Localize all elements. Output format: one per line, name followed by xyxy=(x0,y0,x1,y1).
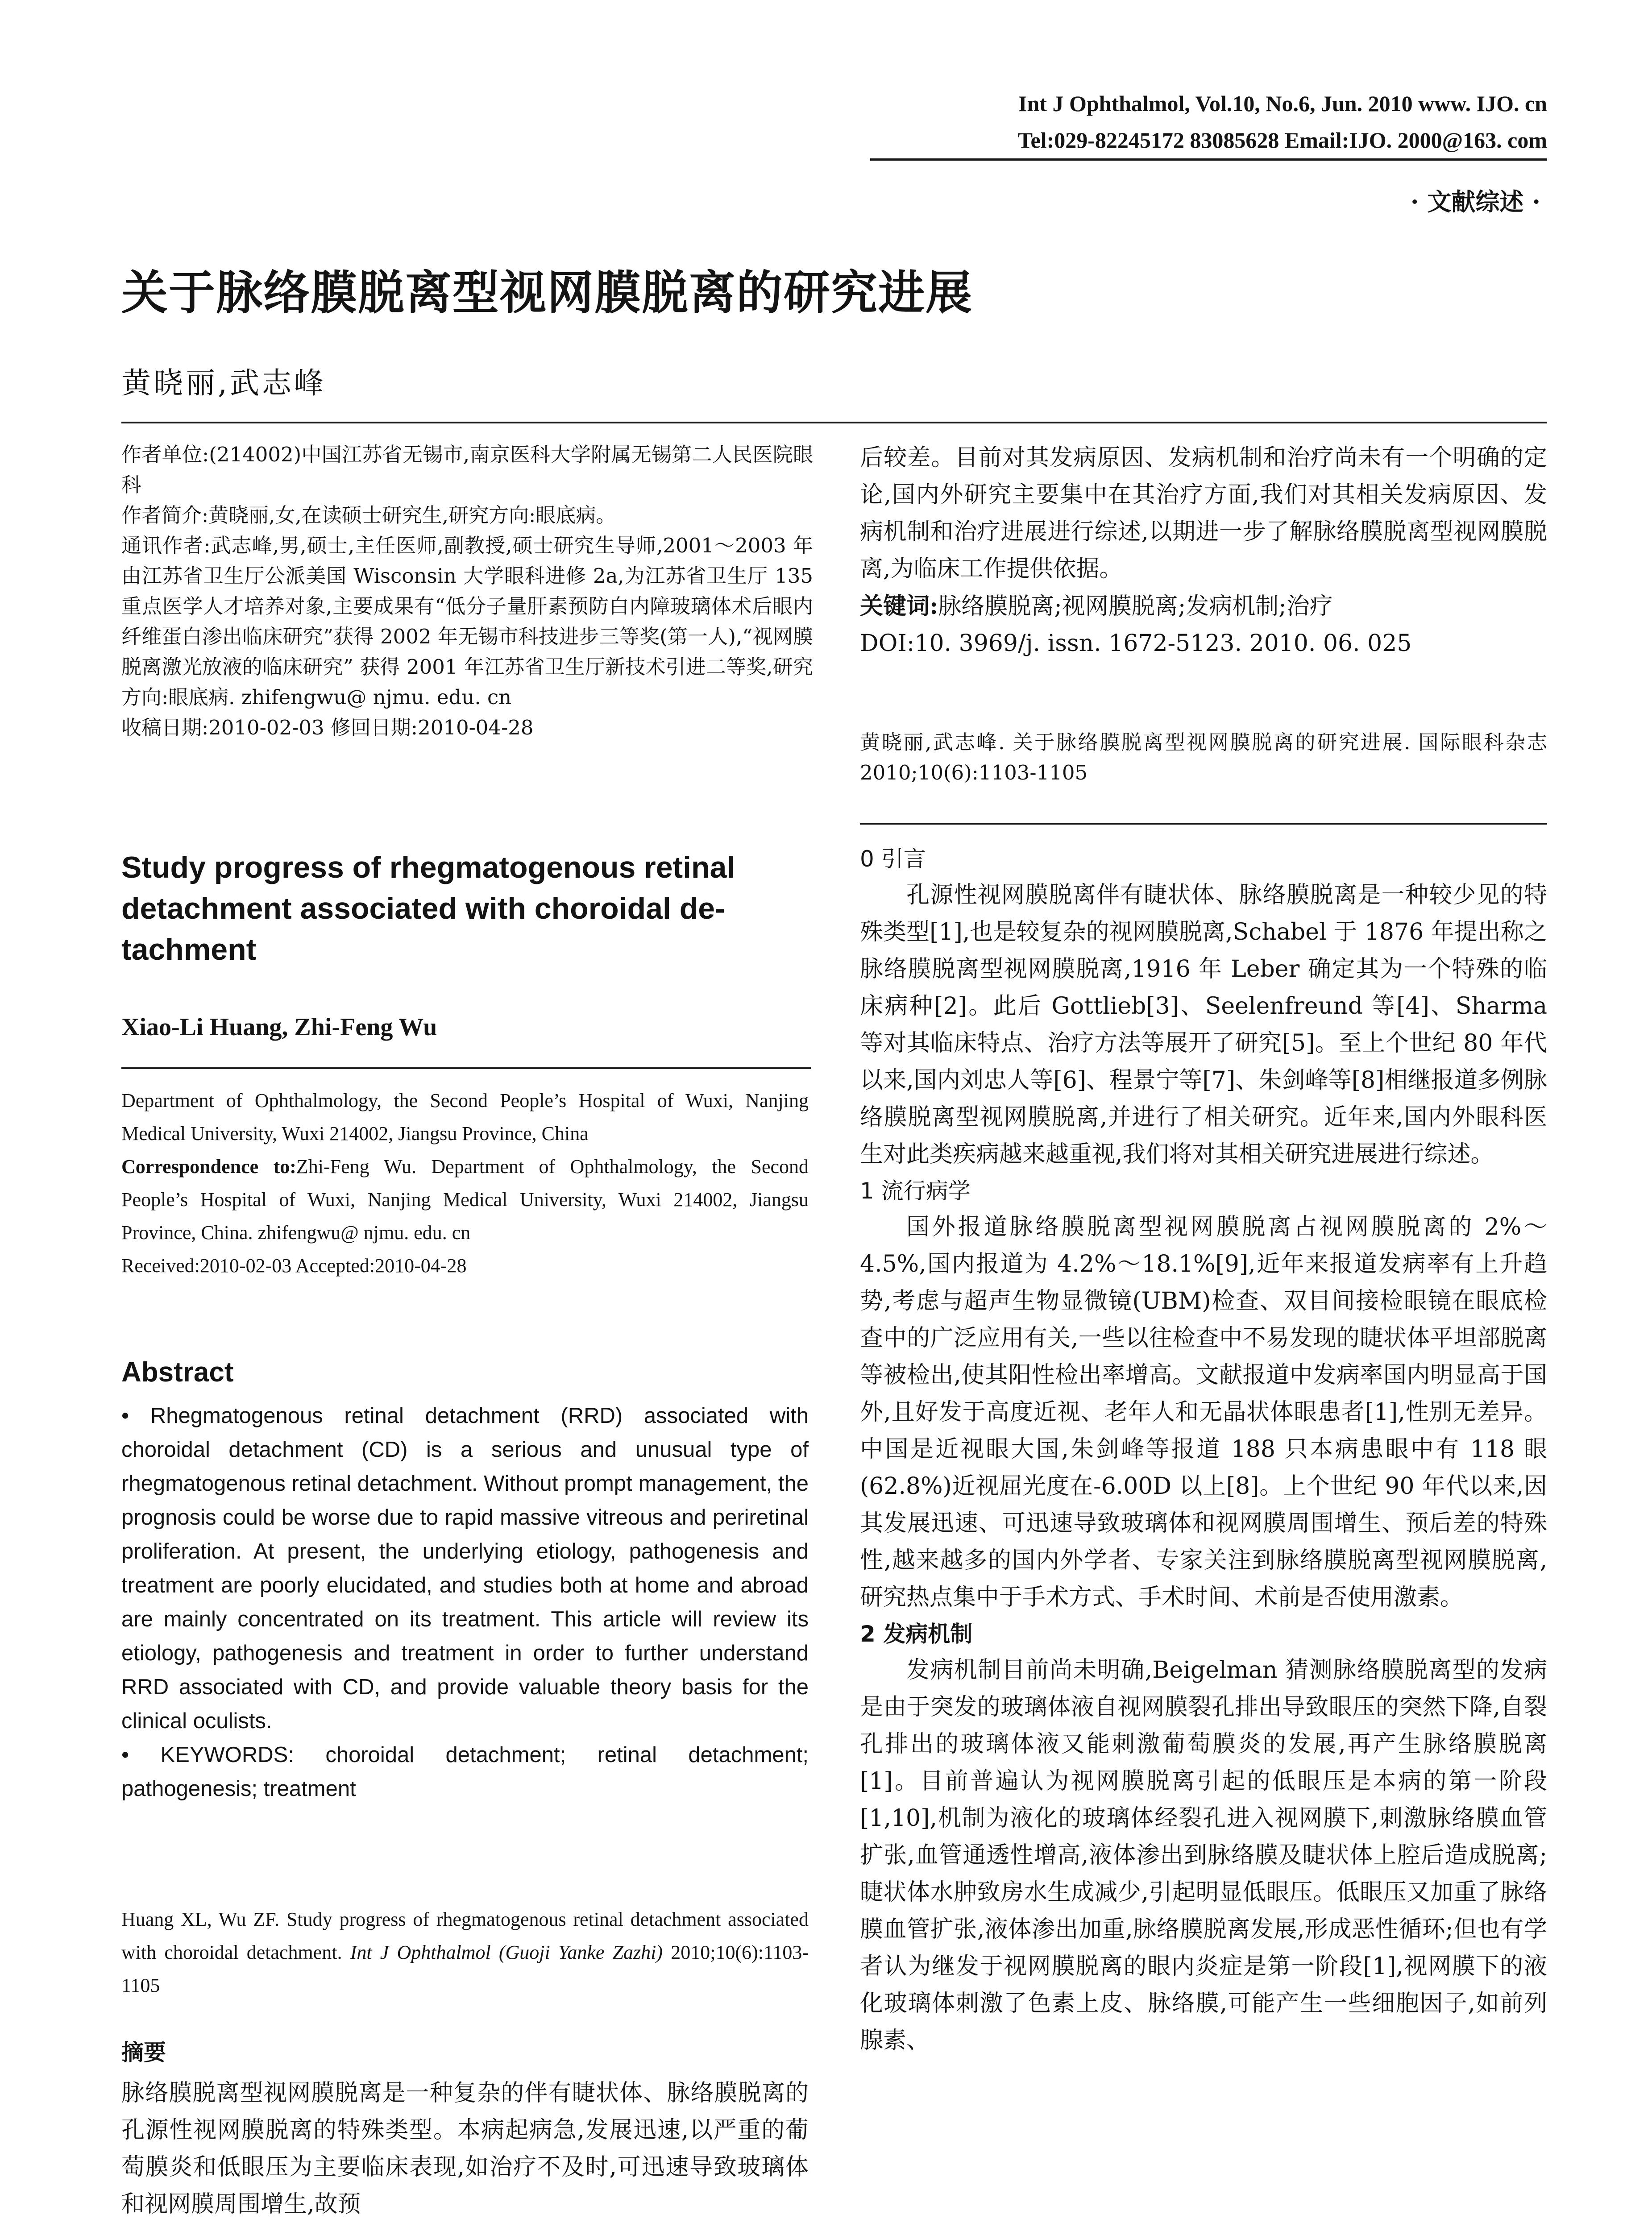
cn-abstract-heading: 摘要 xyxy=(121,2040,166,2065)
cn-abstract-text-right: 后较差。目前对其发病原因、发病机制和治疗尚未有一个明确的定论,国内外研究主要集中在其治疗方面,我们对其相关发病原因、发病机制和治疗进展进行综述,以期进一步了解脉络膜脱离型视网膜脱离,为临床工作提供依据。 xyxy=(860,444,1547,582)
section-0-text: 孔源性视网膜脱离伴有睫状体、脉络膜脱离是一种较少见的特殊类型[1],也是较复杂的视网膜脱离,Schabel 于 1876 年提出称之脉络膜脱离型视网膜脱离,1916 年 Leber 确定其为一个特殊的临床病种[2]。此后 Gottlieb[3]、Seelenfreund 等[4]、Sharma 等对其临床特点、治疗方法等展开了研究[5]。至上个世纪 80 年代以来,国内刘忠人等[6]、程景宁等[7]、朱剑峰等[8]相继报道多例脉络膜脱离型视网膜脱离,并进行了相关研究。近年来,国内外眼科医生对此类疾病越来越重视,我们将对其相关研究进展进行综述。 xyxy=(860,882,1547,1168)
abstract-keywords: • KEYWORDS: choroidal detachment; retinal detachment; pathogenesis; treatment xyxy=(121,1743,809,1801)
english-correspondence xyxy=(121,1150,809,1249)
page-title: 关于脉络膜脱离型视网膜脱离的研究进展 xyxy=(121,265,973,320)
cn-abstract-left xyxy=(121,2075,809,2223)
english-dates: Received:2010-02-03 Accepted:2010-04-28 xyxy=(121,1255,467,1277)
abstract-text: • Rhegmatogenous retinal detachment (RRD) associated with choroidal detachment (CD) is a serious and unusual type of rhegmatogenous retinal detachment. Without prompt management, the prognosis could be worse due to rapid massive vitreous and periretinal proliferation. At present, the underlying etiology, pathogenesis and treatment are poorly elucidated, and studies both at home and abroad are mainly concentrated on its treatment. This article will review its etiology, pathogenesis and treatment in order to further understand RRD associated with CD, and provide valuable theory basis for the clinical oculists. xyxy=(121,1404,809,1733)
header-rule xyxy=(870,158,1547,161)
section-2-heading: 2 发病机制 xyxy=(860,1621,973,1647)
citation-part-b: 2010;10(6):1103-1105 xyxy=(121,1941,809,1996)
title-rule xyxy=(121,422,1547,423)
citation-text xyxy=(121,1903,809,2002)
english-title: Study progress of rhegmatogenous retinal detachment associated with choroidal de-tachment xyxy=(121,850,735,966)
section-1-heading: 1 流行病学 xyxy=(860,1178,971,1204)
english-authors-rule xyxy=(121,1067,811,1069)
citation-rule xyxy=(860,823,1547,825)
cn-keywords-label: 关键词: xyxy=(860,593,938,620)
cn-citation-text: 黄晓丽,武志峰. 关于脉络膜脱离型视网膜脱离的研究进展. 国际眼科杂志 2010;10(6):1103-1105 xyxy=(860,730,1547,784)
cn-abstract-text-left: 脉络膜脱离型视网膜脱离是一种复杂的伴有睫状体、脉络膜脱离的孔源性视网膜脱离的特殊类型。本病起病急,发展迅速,以严重的葡萄膜炎和低眼压为主要临床表现,如治疗不及时,可迅速导致玻璃体和视网膜周围增生,故预 xyxy=(121,2080,809,2218)
citation-journal: Int J Ophthalmol (Guoji Yanke Zazhi) xyxy=(350,1941,663,1963)
author-unit: 作者单位:(214002)中国江苏省无锡市,南京医科大学附属无锡第二人民医院眼科 xyxy=(121,443,813,497)
abstract-block xyxy=(121,1399,809,1806)
doi: DOI:10. 3969/j. issn. 1672-5123. 2010. 06. 025 xyxy=(860,630,1412,657)
journal-header-line2: Tel:029-82245172 83085628 Email:IJO. 2000@163. com xyxy=(1017,128,1547,153)
author-bio: 作者简介:黄晓丽,女,在读硕士研究生,研究方向:眼底病。 xyxy=(121,503,616,527)
abstract-heading: Abstract xyxy=(121,1357,234,1388)
english-affiliation-block xyxy=(121,1084,809,1282)
cn-keywords xyxy=(860,588,1547,625)
correspondence-text: Zhi-Feng Wu. Department of Ophthalmology, the Second People’s Hospital of Wuxi, Nanjing Medical University, Wuxi 214002, Jiangsu Province, China. zhifengwu@ njmu. edu. cn xyxy=(121,1156,809,1244)
received-dates-cn: 收稿日期:2010-02-03 修回日期:2010-04-28 xyxy=(121,716,534,739)
main-text xyxy=(860,841,1547,2059)
section-0-heading: 0 引言 xyxy=(860,846,926,872)
section-1-text: 国外报道脉络膜脱离型视网膜脱离占视网膜脱离的 2%～4.5%,国内报道为 4.2%～18.1%[9],近年来报道发病率有上升趋势,考虑与超声生物显微镜(UBM)检查、双目间接检眼镜在眼底检查中的广泛应用有关,一些以往检查中不易发现的睫状体平坦部脱离等被检出,使其阳性检出率增高。文献报道中发病率国内明显高于国外,且好发于高度近视、老年人和无晶状体眼患者[1],性别无差异。中国是近视眼大国,朱剑峰等报道 188 只本病患眼中有 118 眼(62.8%)近视屈光度在-6.00D 以上[8]。上个世纪 90 年代以来,因其发展迅速、可迅速导致玻璃体和视网膜周围增生、预后差的特殊性,越来越多的国内外学者、专家关注到脉络膜脱离型视网膜脱离,研究热点集中于手术方式、手术时间、术前是否使用激素。 xyxy=(860,1214,1547,1611)
english-affiliation: Department of Ophthalmology, the Second People’s Hospital of Wuxi, Nanjing Medical University, Wuxi 214002, Jiangsu Province, China xyxy=(121,1090,809,1145)
cn-abstract-right xyxy=(860,440,1547,662)
cn-citation xyxy=(860,727,1547,788)
cn-keywords-text: 脉络膜脱离;视网膜脱离;发病机制;治疗 xyxy=(938,593,1333,620)
author-info xyxy=(121,440,813,743)
english-citation xyxy=(121,1903,809,2002)
section-2-text: 发病机制目前尚未明确,Beigelman 猜测脉络膜脱离型的发病是由于突发的玻璃体液自视网膜裂孔排出导致眼压的突然下降,自裂孔排出的玻璃体液又能刺激葡萄膜炎的发展,再产生脉络膜脱离[1]。目前普遍认为视网膜脱离引起的低眼压是本病的第一阶段[1,10],机制为液化的玻璃体经裂孔进入视网膜下,刺激脉络膜血管扩张,血管通透性增高,液体渗出到脉络膜及睫状体上腔后造成脱离;睫状体水肿致房水生成减少,引起明显低眼压。低眼压又加重了脉络膜血管扩张,液体渗出加重,脉络膜脱离发展,形成恶性循环;但也有学者认为继发于视网膜脱离的眼内炎症是第一阶段[1],视网膜下的液化玻璃体刺激了色素上皮、脉络膜,可能产生一些细胞因子,如前列腺素、 xyxy=(860,1657,1547,2054)
english-authors: Xiao-Li Huang, Zhi-Feng Wu xyxy=(121,1013,437,1041)
citation-part-a: Huang XL, Wu ZF. Study progress of rhegmatogenous retinal detachment associated with choroidal detachment. xyxy=(121,1908,809,1963)
journal-header-line1: Int J Ophthalmol, Vol.10, No.6, Jun. 2010 www. IJO. cn xyxy=(1018,91,1547,116)
authors-cn: 黄晓丽,武志峰 xyxy=(121,366,326,400)
correspondence-label: Correspondence to: xyxy=(121,1156,296,1178)
corresponding-author: 通讯作者:武志峰,男,硕士,主任医师,副教授,硕士研究生导师,2001～2003 年由江苏省卫生厅公派美国 Wisconsin 大学眼科进修 2a,为江苏省卫生厅 135 重点医学人才培养对象,主要成果有“低分子量肝素预防白内障玻璃体术后眼内纤维蛋白渗出临床研究”获得 2002 年无锡市科技进步三等奖(第一人),“视网膜脱离激光放液的临床研究” 获得 2001 年江苏省卫生厅新技术引进二等奖,研究方向:眼底病. zhifengwu@ njmu. edu. cn xyxy=(121,534,813,709)
section-tag: · 文献综述 · xyxy=(1410,187,1540,216)
